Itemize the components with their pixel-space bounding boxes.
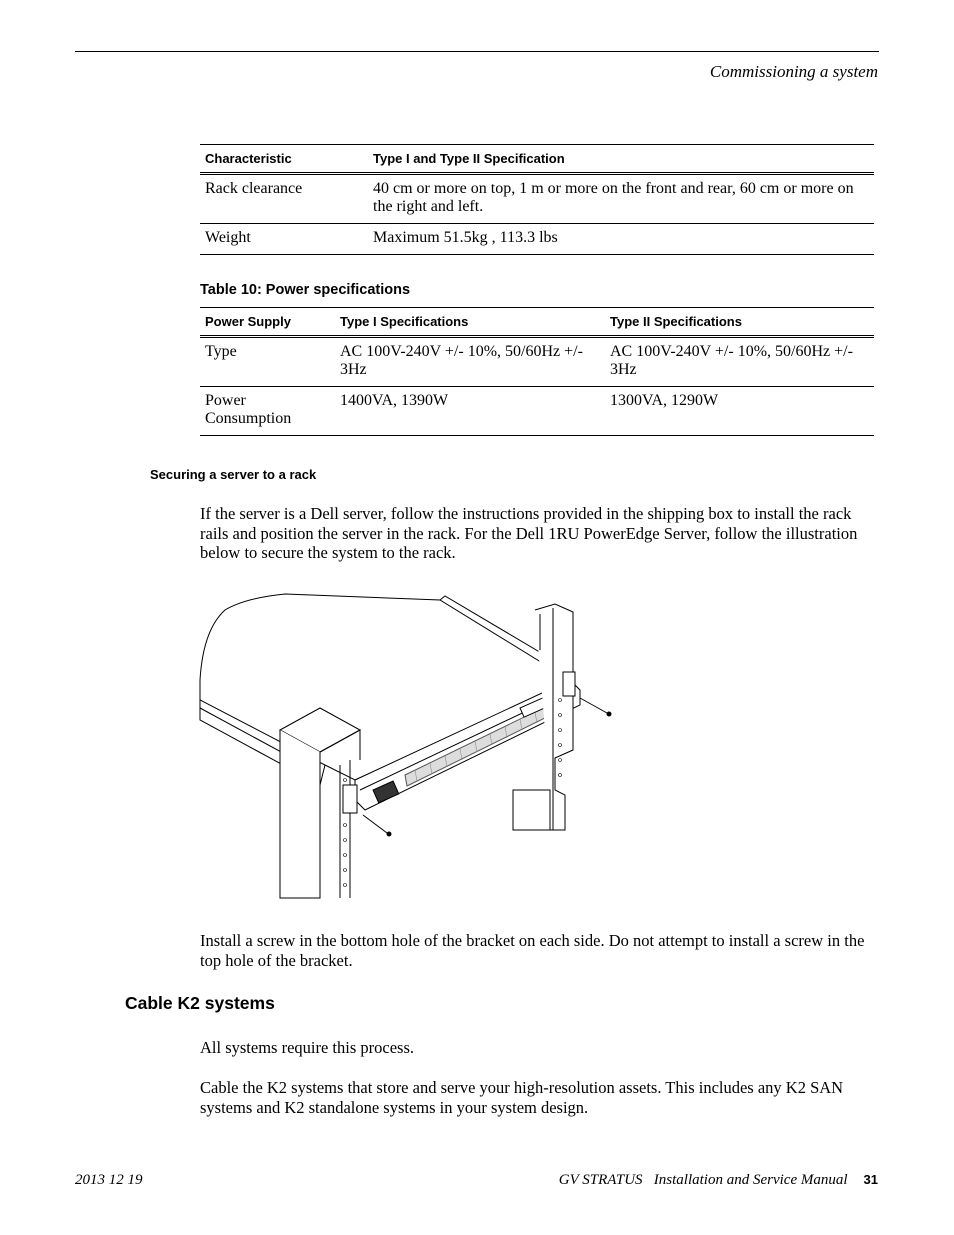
table-cell: 1300VA, 1290W <box>610 392 719 409</box>
table-row <box>200 174 874 224</box>
table-cell: Maximum 51.5kg , 113.3 lbs <box>373 229 558 246</box>
column-header: Power Supply <box>205 314 291 329</box>
footer-date: 2013 12 19 <box>75 1172 143 1188</box>
column-header: Type II Specifications <box>610 314 742 329</box>
table-cell: Weight <box>205 229 251 246</box>
table-caption: Table 10: Power specifications <box>200 282 411 298</box>
table-cell: Type <box>205 343 237 360</box>
column-header: Type I Specifications <box>340 314 469 329</box>
specifications-table-continued <box>200 144 874 255</box>
table-row <box>200 387 874 436</box>
table-cell: Power Consumption <box>205 392 292 427</box>
header-rule <box>75 51 879 52</box>
table-cell: 40 cm or more on top, 1 m or more on the front and rear, 60 cm or more on the right and left. <box>373 180 854 215</box>
column-header: Characteristic <box>205 151 292 166</box>
table-cell: AC 100V-240V +/- 10%, 50/60Hz +/- 3Hz <box>340 343 583 378</box>
table-header-row <box>200 308 874 337</box>
footer <box>559 1172 878 1189</box>
table-header-row <box>200 145 874 174</box>
column-header: Type I and Type II Specification <box>373 151 565 166</box>
power-specifications-table <box>200 307 874 436</box>
paragraph: If the server is a Dell server, follow the instructions provided in the shipping box to install the rack rails and position the server in the rack. For the Dell 1RU PowerEdge Server, follow the illustration below to secure the system to the rack. <box>200 504 858 562</box>
paragraph: All systems require this process. <box>200 1038 415 1057</box>
table-cell: AC 100V-240V +/- 10%, 50/60Hz +/- 3Hz <box>610 343 853 378</box>
paragraph: Install a screw in the bottom hole of the bracket on each side. Do not attempt to install a screw in the top hole of the bracket. <box>200 931 865 970</box>
section-heading-cable-k2: Cable K2 systems <box>125 993 275 1013</box>
footer-manual-title: GV STRATUS Installation and Service Manual <box>558 1172 848 1188</box>
running-header: Commissioning a system <box>709 62 878 81</box>
page-number: 31 <box>863 1172 878 1187</box>
table-row <box>200 337 874 387</box>
rack-mount-illustration <box>195 590 625 902</box>
table-cell: Rack clearance <box>205 180 303 197</box>
paragraph: Cable the K2 systems that store and serve your high-resolution assets. This includes any K2 SAN systems and K2 standalone systems in your system design. <box>200 1078 844 1117</box>
section-heading-securing: Securing a server to a rack <box>150 467 317 482</box>
table-cell: 1400VA, 1390W <box>340 392 449 409</box>
table-row <box>200 224 874 255</box>
